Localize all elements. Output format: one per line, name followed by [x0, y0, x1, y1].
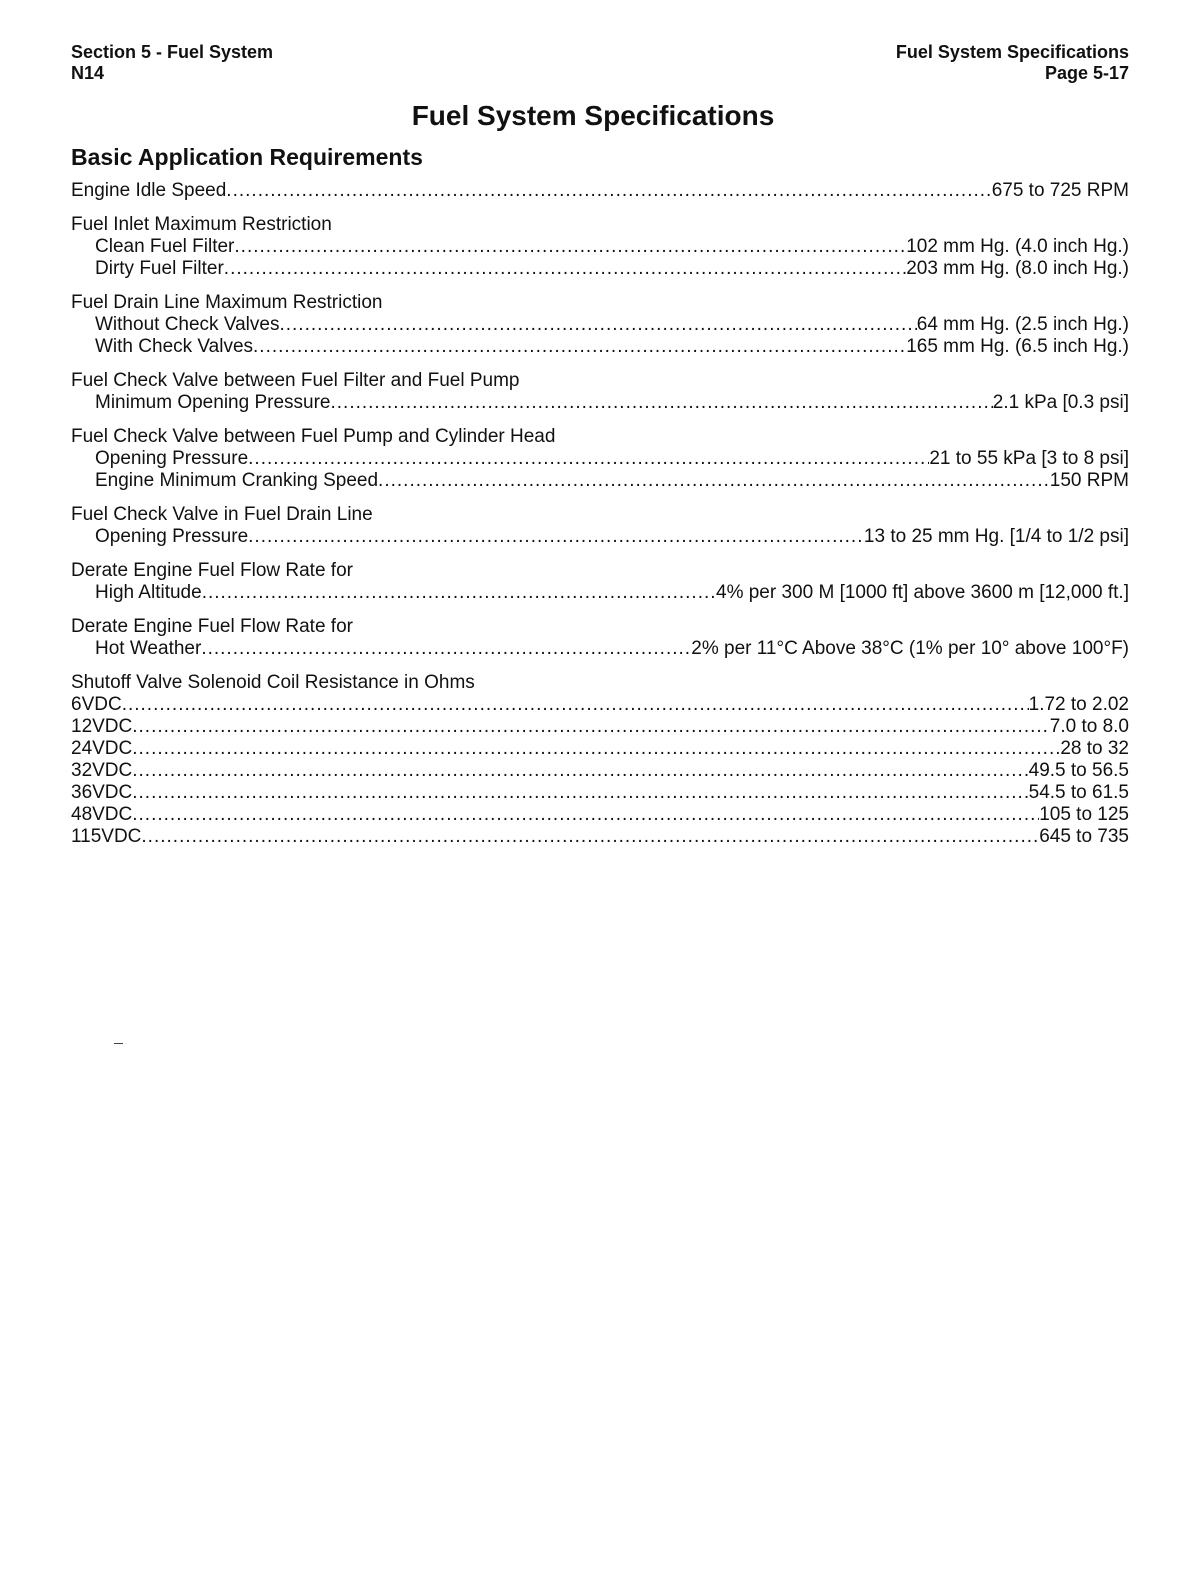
spec-group-check-filter-pump	[71, 370, 1129, 414]
spec-value: 105 to 125	[1039, 804, 1129, 825]
dot-leader	[201, 638, 691, 660]
spec-value: 675 to 725 RPM	[991, 180, 1129, 201]
spec-value: 150 RPM	[1049, 470, 1129, 491]
dot-leader	[202, 582, 716, 604]
spec-row	[71, 314, 1129, 336]
spec-label: 36VDC	[71, 782, 133, 803]
spec-row	[71, 258, 1129, 280]
spec-group-check-drain	[71, 504, 1129, 548]
spec-value: 64 mm Hg. (2.5 inch Hg.)	[916, 314, 1129, 335]
spec-label: Opening Pressure	[95, 526, 249, 547]
dot-leader	[226, 180, 991, 202]
dot-leader	[122, 694, 1029, 716]
spec-row	[71, 526, 1129, 548]
spec-value: 4% per 300 M [1000 ft] above 3600 m [12,000 ft.]	[716, 582, 1129, 603]
spec-value: 165 mm Hg. (6.5 inch Hg.)	[906, 336, 1129, 357]
spec-group-title: Fuel Inlet Maximum Restriction	[71, 214, 332, 235]
engine-model: N14	[71, 63, 105, 83]
spec-label: Minimum Opening Pressure	[95, 392, 331, 413]
dot-leader	[132, 738, 1060, 760]
spec-label: Without Check Valves	[95, 314, 280, 335]
spec-label: 6VDC	[71, 694, 122, 715]
spec-label: High Altitude	[95, 582, 202, 603]
header-right	[896, 42, 1129, 84]
spec-label: Hot Weather	[95, 638, 202, 659]
dot-leader	[330, 392, 992, 414]
spec-label: Opening Pressure	[95, 448, 249, 469]
spec-group-title: Fuel Check Valve between Fuel Filter and Fuel Pump	[71, 370, 520, 391]
spec-value: 49.5 to 56.5	[1028, 760, 1129, 781]
running-title: Fuel System Specifications	[895, 42, 1129, 62]
spec-value: 645 to 735	[1039, 826, 1129, 847]
dot-leader	[248, 448, 929, 470]
header-left	[71, 42, 273, 84]
spec-row	[71, 582, 1129, 604]
spec-row	[71, 392, 1129, 414]
spec-label: 12VDC	[71, 716, 133, 737]
spec-group-inlet	[71, 214, 1129, 280]
spec-value: 2.1 kPa [0.3 psi]	[992, 392, 1129, 413]
spec-group-derate-altitude	[71, 560, 1129, 604]
section-heading: Basic Application Requirements	[71, 144, 423, 170]
spec-group-title: Fuel Drain Line Maximum Restriction	[71, 292, 383, 313]
dot-leader	[279, 314, 916, 336]
section-label: Section 5 - Fuel System	[71, 42, 274, 62]
spec-row	[71, 336, 1129, 358]
spec-row	[71, 716, 1129, 738]
spec-row	[71, 738, 1129, 760]
dot-leader	[248, 526, 864, 548]
spec-group-title: Derate Engine Fuel Flow Rate for	[71, 560, 353, 581]
spec-label: Engine Idle Speed	[71, 180, 227, 201]
stray-scan-mark	[114, 1043, 123, 1044]
spec-value: 7.0 to 8.0	[1049, 716, 1129, 737]
spec-group-solenoid	[71, 672, 1129, 848]
spec-value: 1.72 to 2.02	[1028, 694, 1129, 715]
dot-leader	[132, 782, 1028, 804]
dot-leader	[224, 258, 906, 280]
spec-row	[71, 760, 1129, 782]
spec-label: Dirty Fuel Filter	[95, 258, 224, 279]
spec-label: 32VDC	[71, 760, 133, 781]
spec-value: 21 to 55 kPa [3 to 8 psi]	[929, 448, 1129, 469]
dot-leader	[132, 760, 1028, 782]
spec-row	[71, 638, 1129, 660]
dot-leader	[378, 470, 1050, 492]
spec-group-title: Fuel Check Valve between Fuel Pump and Cylinder Head	[71, 426, 556, 447]
spec-value: 54.5 to 61.5	[1028, 782, 1129, 803]
spec-value: 28 to 32	[1060, 738, 1129, 759]
spec-value: 203 mm Hg. (8.0 inch Hg.)	[906, 258, 1129, 279]
spec-row	[71, 694, 1129, 716]
page-number: Page 5-17	[1044, 63, 1129, 83]
spec-group-idle	[71, 180, 1129, 202]
spec-list	[71, 180, 1129, 860]
spec-group-drain	[71, 292, 1129, 358]
spec-label: 24VDC	[71, 738, 133, 759]
spec-label: With Check Valves	[95, 336, 254, 357]
spec-value: 102 mm Hg. (4.0 inch Hg.)	[906, 236, 1129, 257]
spec-group-title: Fuel Check Valve in Fuel Drain Line	[71, 504, 373, 525]
dot-leader	[234, 236, 906, 258]
dot-leader	[132, 804, 1039, 826]
spec-row	[71, 826, 1129, 848]
page-title: Fuel System Specifications	[411, 100, 775, 131]
spec-value: 13 to 25 mm Hg. [1/4 to 1/2 psi]	[863, 526, 1129, 547]
dot-leader	[141, 826, 1039, 848]
spec-row	[71, 236, 1129, 258]
dot-leader	[132, 716, 1050, 738]
spec-row	[71, 804, 1129, 826]
spec-value: 2% per 11°C Above 38°C (1% per 10° above 100°F)	[691, 638, 1129, 659]
spec-group-title: Shutoff Valve Solenoid Coil Resistance in Ohms	[71, 672, 475, 693]
spec-label: Engine Minimum Cranking Speed	[95, 470, 379, 491]
spec-label: Clean Fuel Filter	[95, 236, 235, 257]
spec-label: 115VDC	[71, 826, 142, 847]
dot-leader	[253, 336, 906, 358]
spec-row	[71, 180, 1129, 202]
spec-row	[71, 782, 1129, 804]
spec-row	[71, 448, 1129, 470]
spec-row	[71, 470, 1129, 492]
spec-group-derate-weather	[71, 616, 1129, 660]
spec-label: 48VDC	[71, 804, 133, 825]
spec-group-check-pump-head	[71, 426, 1129, 492]
spec-group-title: Derate Engine Fuel Flow Rate for	[71, 616, 353, 637]
